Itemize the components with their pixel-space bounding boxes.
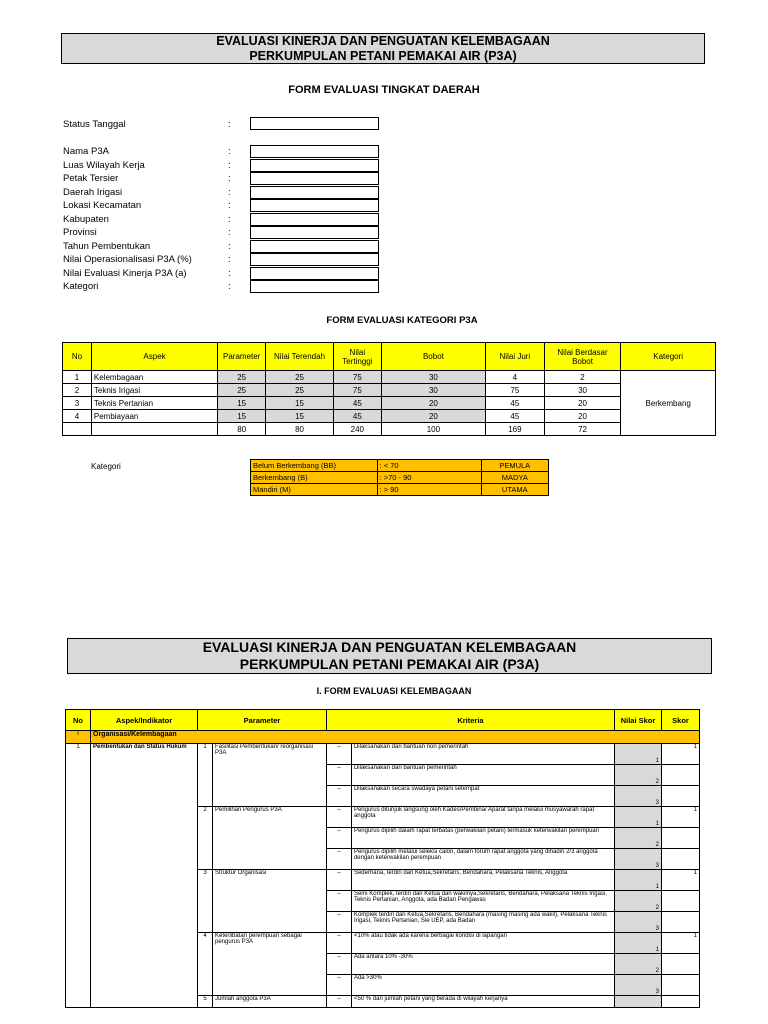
table-cell: Teknis Pertanian <box>91 397 217 410</box>
field-label: Kabupaten <box>63 213 109 225</box>
kategori-header-cell: Bobot <box>381 343 485 371</box>
field-input[interactable] <box>250 240 379 253</box>
dash: – <box>326 891 351 912</box>
kelembagaan-header-cell: Parameter <box>198 710 327 731</box>
dash: – <box>326 849 351 870</box>
field-label: Provinsi <box>63 227 97 238</box>
table-row <box>63 384 716 397</box>
main-title-line2: PERKUMPULAN PETANI PEMAKAI AIR (P3A) <box>249 49 517 63</box>
legend-label: Kategori <box>91 462 121 471</box>
table-cell: 25 <box>218 384 266 397</box>
skor <box>662 891 700 912</box>
param-label: Pemilihan Pengurus P3A <box>213 807 327 870</box>
table-cell: 75 <box>333 384 381 397</box>
table-cell: 3 <box>63 397 92 410</box>
param-label: Jumlah anggota P3A <box>213 996 327 1008</box>
group-no: I <box>66 731 91 744</box>
colon: : <box>228 254 231 265</box>
legend-table <box>250 459 549 496</box>
param-no: 2 <box>198 807 213 870</box>
table-cell: 4 <box>63 410 92 423</box>
kategori-header-cell: Nilai Juri <box>486 343 545 371</box>
skor: 1 <box>662 933 700 954</box>
total-cell <box>63 423 92 436</box>
main-title-line1: EVALUASI KINERJA DAN PENGUATAN KELEMBAGAAN <box>216 34 550 48</box>
skor: 1 <box>662 870 700 891</box>
table-cell: 20 <box>544 410 621 423</box>
dash: – <box>326 765 351 786</box>
dash: – <box>326 828 351 849</box>
skor <box>662 765 700 786</box>
field-label: Lokasi Kecamatan <box>63 200 142 211</box>
table-cell: 30 <box>544 384 621 397</box>
colon: : <box>228 213 231 225</box>
total-cell <box>91 423 217 436</box>
total-cell: 240 <box>333 423 381 436</box>
nilai-skor: 3 <box>615 912 662 933</box>
param-no: 5 <box>198 996 213 1008</box>
section2-title-line2: PERKUMPULAN PETANI PEMAKAI AIR (P3A) <box>239 656 540 672</box>
param-label: Keterlibatan perempuan sebagai pengurus P3A <box>213 933 327 996</box>
nilai-skor: 1 <box>615 807 662 828</box>
colon: : <box>228 119 231 130</box>
kriteria: Komplek terdiri dari Ketua,Sekretaris, Bendahara (masing masing ada wakil), Pelaksana Teknis Irigasi, Teknis Pertanian, Sie UEP, ada Badan <box>351 912 614 933</box>
table-cell: Kelembagaan <box>91 371 217 384</box>
kelembagaan-header-cell: Kriteria <box>326 710 614 731</box>
legend-cell: Mandiri (M) <box>251 484 378 496</box>
table-cell: 25 <box>218 371 266 384</box>
kelembagaan-header-cell: No <box>66 710 91 731</box>
nilai-skor <box>615 996 662 1008</box>
status-label: Status Tanggal <box>63 119 126 130</box>
legend-cell: : >70 - 90 <box>377 472 481 484</box>
kategori-value: Berkembang <box>621 371 716 436</box>
kriteria: Ada >30% <box>351 975 614 996</box>
skor <box>662 912 700 933</box>
nilai-skor: 1 <box>615 870 662 891</box>
legend-cell: : < 70 <box>377 460 481 472</box>
table-cell: 45 <box>333 397 381 410</box>
table-cell: 45 <box>486 410 545 423</box>
kriteria: Dilaksanakan secara swadaya petani setempat <box>351 786 614 807</box>
field-label: Nilai Evaluasi Kinerja P3A (a) <box>63 267 187 279</box>
table-cell: 15 <box>218 397 266 410</box>
kriteria: Pengurus dipilih melalui seleksi calon, dalam forum rapat anggota yang dihadiri 2/3 anggota dengan keterwakilan perempuan <box>351 849 614 870</box>
field-input[interactable] <box>250 199 379 212</box>
field-input[interactable] <box>250 267 379 280</box>
legend-row <box>251 472 549 484</box>
table-row <box>63 397 716 410</box>
table-cell: 4 <box>486 371 545 384</box>
legend-row <box>251 484 549 496</box>
field-label: Nama P3A <box>63 146 109 157</box>
table-cell: 45 <box>486 397 545 410</box>
nilai-skor: 1 <box>615 744 662 765</box>
field-label: Daerah Irigasi <box>63 186 123 198</box>
skor <box>662 828 700 849</box>
nilai-skor: 2 <box>615 765 662 786</box>
total-cell: 100 <box>381 423 485 436</box>
param-label: Fasilitasi Pembentukan/ reorganisasi P3A <box>213 744 327 807</box>
field-input[interactable] <box>250 226 379 239</box>
table-cell: Teknis Irigasi <box>91 384 217 397</box>
field-input[interactable] <box>250 213 379 226</box>
kriteria: Ada antara 10% -30% <box>351 954 614 975</box>
kriteria: Dilaksanakan dari bantuan non pemerintah <box>351 744 614 765</box>
dash: – <box>326 870 351 891</box>
group-row <box>66 731 700 744</box>
nilai-skor: 2 <box>615 891 662 912</box>
kriteria: Pengurus ditunjuk langsung oleh Kades/Pembina/ Aparat tanpa melalui musyawarah rapat anggota <box>351 807 614 828</box>
table-row <box>66 744 700 765</box>
group-label: Organisasi/Kelembagaan <box>91 731 700 744</box>
skor <box>662 996 700 1008</box>
kriteria: Sederhana, terdiri dari Ketua,Sekretaris, Bendahara, Pelaksana Teknis, Anggota <box>351 870 614 891</box>
kriteria: Dilaksanakan dari bantuan pemerintah <box>351 765 614 786</box>
dash: – <box>326 744 351 765</box>
dash: – <box>326 954 351 975</box>
kategori-table <box>62 342 716 436</box>
dash: – <box>326 996 351 1008</box>
form-title: FORM EVALUASI TINGKAT DAERAH <box>288 84 480 96</box>
field-label: Tahun Pembentukan <box>63 240 151 252</box>
dash: – <box>326 786 351 807</box>
colon: : <box>228 186 231 198</box>
total-cell: 80 <box>266 423 334 436</box>
colon: : <box>228 227 231 238</box>
table-cell: 30 <box>381 371 485 384</box>
field-label: Nilai Operasionalisasi P3A (%) <box>63 254 192 265</box>
table-cell: 1 <box>63 371 92 384</box>
section2-form-title: I. FORM EVALUASI KELEMBAGAAN <box>316 686 472 696</box>
field-input[interactable] <box>250 280 379 293</box>
table-cell: 25 <box>266 371 334 384</box>
table-cell: 2 <box>544 371 621 384</box>
kategori-header-cell: Parameter <box>218 343 266 371</box>
kategori-header-cell: Aspek <box>91 343 217 371</box>
indicator-no: 1 <box>66 744 91 1008</box>
kelembagaan-table <box>65 709 700 1008</box>
legend-cell: Berkembang (B) <box>251 472 378 484</box>
kategori-header-cell: Nilai Terendah <box>266 343 334 371</box>
kategori-header-cell: Nilai Tertinggi <box>333 343 381 371</box>
dash: – <box>326 975 351 996</box>
nilai-skor: 3 <box>615 975 662 996</box>
param-no: 3 <box>198 870 213 933</box>
kelembagaan-header-cell: Nilai Skor <box>615 710 662 731</box>
table-cell: 20 <box>381 410 485 423</box>
status-field[interactable] <box>250 117 379 130</box>
total-row <box>63 423 716 436</box>
total-cell: 72 <box>544 423 621 436</box>
kelembagaan-header-cell: Aspek/Indikator <box>91 710 198 731</box>
table-cell: 75 <box>333 371 381 384</box>
table-cell: 20 <box>381 397 485 410</box>
dash: – <box>326 933 351 954</box>
dash: – <box>326 807 351 828</box>
kategori-header-cell: No <box>63 343 92 371</box>
colon: : <box>228 173 231 184</box>
field-input[interactable] <box>250 253 379 266</box>
legend-cell: MADYA <box>481 472 548 484</box>
skor <box>662 786 700 807</box>
table-cell: 2 <box>63 384 92 397</box>
param-label: Struktur Organisasi <box>213 870 327 933</box>
legend-cell: PEMULA <box>481 460 548 472</box>
nilai-skor: 2 <box>615 954 662 975</box>
field-input[interactable] <box>250 145 379 158</box>
nilai-skor: 2 <box>615 828 662 849</box>
kelembagaan-header-cell: Skor <box>662 710 700 731</box>
field-label: Petak Tersier <box>63 173 119 184</box>
main-title-box <box>61 33 705 64</box>
kriteria: Pengurus dipilih dalam rapat terbatas (perwakilan petani) termasuk keterwakilan perempuan <box>351 828 614 849</box>
field-input[interactable] <box>250 186 379 199</box>
table-cell: 15 <box>218 410 266 423</box>
skor <box>662 975 700 996</box>
field-input[interactable] <box>250 159 379 172</box>
colon: : <box>228 200 231 211</box>
kelembagaan-header-row <box>66 710 700 731</box>
kriteria: <10% atau tidak ada karena berbagai kondisi di lapangan <box>351 933 614 954</box>
skor: 1 <box>662 744 700 765</box>
kategori-header-cell: Nilai Berdasar Bobot <box>544 343 621 371</box>
colon: : <box>228 281 231 292</box>
table-cell: 30 <box>381 384 485 397</box>
nilai-skor: 3 <box>615 786 662 807</box>
param-no: 4 <box>198 933 213 996</box>
legend-cell: : > 90 <box>377 484 481 496</box>
total-cell: 169 <box>486 423 545 436</box>
colon: : <box>228 267 231 279</box>
field-label: Kategori <box>63 281 99 292</box>
kategori-header-cell: Kategori <box>621 343 716 371</box>
field-label: Luas Wilayah Kerja <box>63 159 145 171</box>
kriteria: Semi Komplek, terdiri dari Ketua dan wakilnya,Sekretaris, Bendahara, Pelaksana Teknis Irigasi, Teknis Pertanian, Anggota, ada Badan Pengawas <box>351 891 614 912</box>
colon: : <box>228 146 231 157</box>
skor: 1 <box>662 807 700 828</box>
skor <box>662 849 700 870</box>
table-cell: 15 <box>266 410 334 423</box>
section2-title-line1: EVALUASI KINERJA DAN PENGUATAN KELEMBAGAAN <box>202 639 577 655</box>
kriteria: <50 % dari jumlah petani yang berada di wilayah kerjanya <box>351 996 614 1008</box>
colon: : <box>228 240 231 252</box>
nilai-skor: 1 <box>615 933 662 954</box>
nilai-skor: 3 <box>615 849 662 870</box>
table-cell: Pembiayaan <box>91 410 217 423</box>
skor <box>662 954 700 975</box>
table-row <box>63 410 716 423</box>
legend-cell: UTAMA <box>481 484 548 496</box>
param-no: 1 <box>198 744 213 807</box>
legend-cell: Belum Berkembang (BB) <box>251 460 378 472</box>
section2-title-box <box>67 638 712 674</box>
table-cell: 75 <box>486 384 545 397</box>
table-cell: 45 <box>333 410 381 423</box>
table-cell: 15 <box>266 397 334 410</box>
field-input[interactable] <box>250 172 379 185</box>
kategori-table-title: FORM EVALUASI KATEGORI P3A <box>326 315 478 326</box>
total-cell: 80 <box>218 423 266 436</box>
legend-row <box>251 460 549 472</box>
indicator-label: Pembentukan dan Status Hukum <box>91 744 198 1008</box>
table-row <box>63 371 716 384</box>
table-cell: 20 <box>544 397 621 410</box>
dash: – <box>326 912 351 933</box>
colon: : <box>228 159 231 171</box>
table-cell: 25 <box>266 384 334 397</box>
